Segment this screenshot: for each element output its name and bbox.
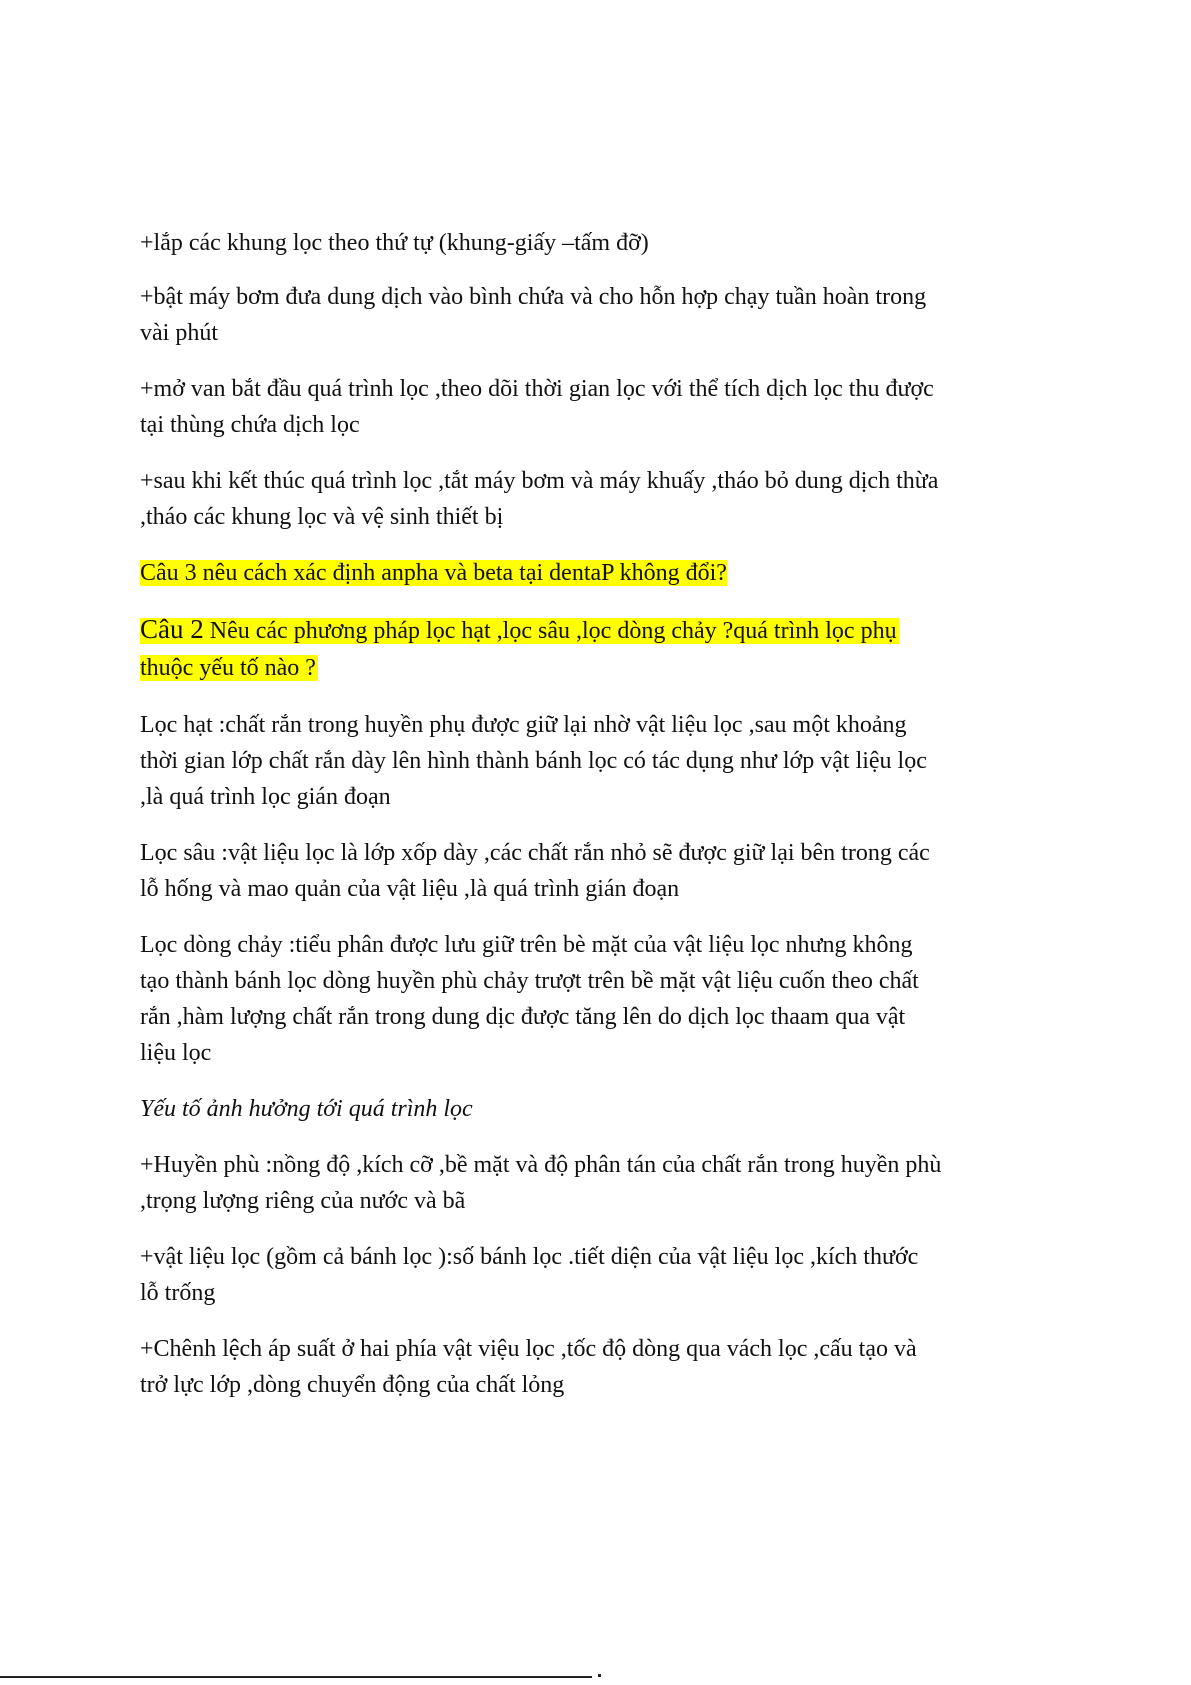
text-line: lỗ hống và mao quản của vật liệu ,là quá trình gián đoạn bbox=[140, 876, 680, 902]
highlighted-text: thuộc yếu tố nào ? bbox=[140, 655, 316, 681]
text-line: vài phút bbox=[140, 320, 218, 346]
text-line: rắn ,hàm lượng chất rắn trong dung dịc được tăng lên do dịch lọc thaam qua vật bbox=[140, 1004, 906, 1030]
step-paragraph bbox=[140, 225, 1060, 261]
text-line: Lọc hạt :chất rắn trong huyền phụ được giữ lại nhờ vật liệu lọc ,sau một khoảng bbox=[140, 712, 907, 738]
step-paragraph bbox=[140, 463, 1060, 535]
text-line: tạo thành bánh lọc dòng huyền phù chảy trượt trên bề mặt vật liệu cuốn theo chất bbox=[140, 968, 919, 994]
factor-paragraph bbox=[140, 1147, 1060, 1219]
method-paragraph bbox=[140, 835, 1060, 907]
text-line: +lắp các khung lọc theo thứ tự (khung-giấy –tấm đỡ) bbox=[140, 230, 649, 256]
text-line: ,tháo các khung lọc và vệ sinh thiết bị bbox=[140, 504, 504, 530]
text-line: Lọc sâu :vật liệu lọc là lớp xốp dày ,các chất rắn nhỏ sẽ được giữ lại bên trong các bbox=[140, 840, 930, 866]
text-line: ,trọng lượng riêng của nước và bã bbox=[140, 1188, 466, 1214]
text-line: +vật liệu lọc (gồm cả bánh lọc ):số bánh lọc .tiết diện của vật liệu lọc ,kích thước bbox=[140, 1244, 919, 1270]
question-2-lead: Câu 2 bbox=[140, 614, 204, 644]
method-paragraph bbox=[140, 707, 1060, 815]
step-paragraph bbox=[140, 371, 1060, 443]
factors-heading: Yếu tố ảnh hưởng tới quá trình lọc bbox=[140, 1096, 473, 1122]
text-line: +bật máy bơm đưa dung dịch vào bình chứa và cho hỗn hợp chạy tuần hoàn trong bbox=[140, 284, 927, 310]
factor-paragraph bbox=[140, 1331, 1060, 1403]
text-line: +sau khi kết thúc quá trình lọc ,tắt máy bơm và máy khuấy ,tháo bỏ dung dịch thừa bbox=[140, 468, 939, 494]
text-line: trở lực lớp ,dòng chuyển động của chất lỏng bbox=[140, 1372, 565, 1398]
document-page bbox=[140, 225, 1060, 1423]
text-line: +Huyền phù :nồng độ ,kích cỡ ,bề mặt và độ phân tán của chất rắn trong huyền phù bbox=[140, 1152, 942, 1178]
text-line: liệu lọc bbox=[140, 1040, 212, 1066]
highlighted-text: Câu 3 nêu cách xác định anpha và beta tại dentaP không đổi? bbox=[140, 560, 727, 586]
step-paragraph bbox=[140, 279, 1060, 351]
text-line: thời gian lớp chất rắn dày lên hình thành bánh lọc có tác dụng như lớp vật liệu lọc bbox=[140, 748, 927, 774]
question-3-heading bbox=[140, 555, 1060, 591]
factor-paragraph bbox=[140, 1239, 1060, 1311]
text-line: lỗ trống bbox=[140, 1280, 216, 1306]
text-line: +Chênh lệch áp suất ở hai phía vật việu lọc ,tốc độ dòng qua vách lọc ,cấu tạo và bbox=[140, 1336, 917, 1362]
method-paragraph bbox=[140, 927, 1060, 1071]
text-line: tại thùng chứa dịch lọc bbox=[140, 412, 360, 438]
text-line: ,là quá trình lọc gián đoạn bbox=[140, 784, 391, 810]
footer-rule bbox=[0, 1676, 592, 1678]
question-2-heading bbox=[140, 611, 1060, 687]
text-line: Lọc dòng chảy :tiểu phân được lưu giữ trên bè mặt của vật liệu lọc nhưng không bbox=[140, 932, 913, 958]
text-line: +mở van bắt đầu quá trình lọc ,theo dõi thời gian lọc với thể tích dịch lọc thu được bbox=[140, 376, 934, 402]
highlighted-text: Nêu các phương pháp lọc hạt ,lọc sâu ,lọc dòng chảy ?quá trình lọc phụ bbox=[203, 618, 897, 644]
footer-mark bbox=[598, 1674, 601, 1677]
